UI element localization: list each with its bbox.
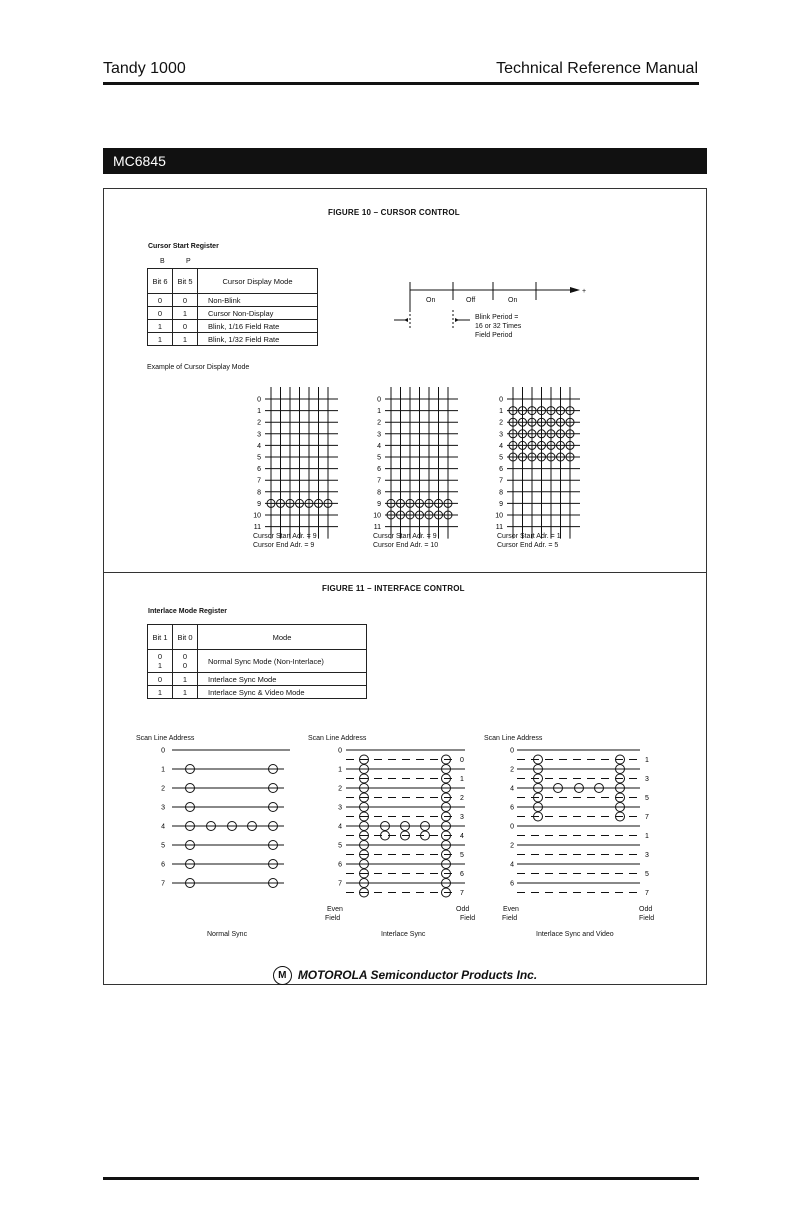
scan-address-label: 4 (510, 861, 514, 869)
scan-address-label: 3 (645, 776, 649, 783)
scan-address-label: 3 (460, 814, 464, 821)
cell: 0 (148, 307, 173, 320)
grid-row-label: 7 (377, 477, 381, 485)
grid-row-label: 4 (499, 442, 503, 450)
caption-interlace-sync: Interlace Sync (381, 931, 426, 938)
grid-row-label: 11 (495, 524, 503, 532)
caption-interlace-video: Interlace Sync and Video (536, 931, 614, 938)
cell: 1 (148, 320, 173, 333)
scan-address-label: 2 (338, 785, 342, 793)
scan-address-label: 0 (338, 747, 342, 755)
grid-row-label: 4 (377, 442, 381, 450)
timing-on-2: On (508, 297, 518, 304)
grid1-end: Cursor End Adr. = 9 (253, 542, 315, 549)
scan-address-label: 6 (510, 880, 514, 888)
cell: 0 (173, 294, 198, 307)
scan-address-label: 7 (161, 880, 165, 888)
cell: Blink, 1/32 Field Rate (198, 333, 318, 346)
footer-rule (103, 1177, 699, 1180)
blink-period-3: Field Period (475, 332, 513, 339)
scan-address-label: 7 (460, 890, 464, 897)
caption-normal-sync: Normal Sync (207, 931, 248, 938)
grid3-start: Cursor Start Adr. = 1 (497, 533, 561, 540)
th-mode: Mode (198, 625, 367, 650)
scan-address-label: 0 (510, 747, 514, 755)
cell: 1 (148, 333, 173, 346)
cell: Interlace Sync & Video Mode (198, 686, 367, 699)
cell: Interlace Sync Mode (198, 673, 367, 686)
scan-label-1: Scan Line Address (136, 735, 195, 742)
grid-row-label: 6 (499, 466, 503, 474)
grid-row-label: 7 (257, 477, 261, 485)
grid-row-label: 6 (377, 466, 381, 474)
scan-address-label: 0 (161, 747, 165, 755)
grid-row-label: 0 (499, 396, 503, 404)
grid-row-label: 2 (257, 419, 261, 427)
grid-row-label: 3 (257, 431, 261, 439)
cell: 1 (148, 686, 173, 699)
header-left: Tandy 1000 (103, 60, 186, 77)
grid-row-label: 5 (377, 454, 381, 462)
scan-address-label: 1 (645, 833, 649, 840)
grid-row-label: 6 (257, 466, 261, 474)
scan-address-label: 4 (510, 785, 514, 793)
fig11-title: FIGURE 11 – INTERFACE CONTROL (322, 584, 465, 593)
scan-address-label: 2 (161, 785, 165, 793)
timing-plus: + (582, 288, 587, 295)
scan-address-label: 7 (645, 890, 649, 897)
scan-address-label: 4 (161, 823, 165, 831)
scan-address-label: 3 (645, 852, 649, 859)
grid-row-label: 7 (499, 477, 503, 485)
cell: 0 (173, 320, 198, 333)
grid-row-label: 9 (377, 500, 381, 508)
grid-row-label: 0 (257, 396, 261, 404)
grid2-end: Cursor End Adr. = 10 (373, 542, 439, 549)
grid-row-label: 3 (377, 431, 381, 439)
even-field-2a: Even (503, 906, 519, 913)
scan-address-label: 5 (645, 795, 649, 802)
odd-field-1a: Odd (456, 906, 470, 913)
cell: Cursor Non-Display (198, 307, 318, 320)
grid-row-label: 1 (257, 408, 261, 416)
grid-row-label: 5 (499, 454, 503, 462)
bp-label-p: P (186, 258, 191, 265)
example-caption: Example of Cursor Display Mode (147, 364, 250, 371)
scan-address-label: 6 (161, 861, 165, 869)
odd-field-1b: Field (460, 915, 476, 922)
cell: 1 (173, 673, 198, 686)
blink-period-2: 16 or 32 Times (475, 323, 522, 330)
scan-address-label: 1 (161, 766, 165, 774)
grid2-start: Cursor Start Adr. = 9 (373, 533, 437, 540)
scan-address-label: 5 (645, 871, 649, 878)
th-bit5: Bit 5 (173, 269, 198, 294)
odd-field-2a: Odd (639, 906, 653, 913)
scan-address-label: 7 (645, 814, 649, 821)
grid-row-label: 3 (499, 431, 503, 439)
cell: Blink, 1/16 Field Rate (198, 320, 318, 333)
odd-field-2b: Field (639, 915, 655, 922)
grid-row-label: 11 (373, 524, 381, 532)
scan-address-label: 0 (460, 757, 464, 764)
motorola-footer (103, 966, 707, 985)
th-bit6: Bit 6 (148, 269, 173, 294)
scan-address-label: 1 (338, 766, 342, 774)
cell: Non-Blink (198, 294, 318, 307)
cell: 1 (173, 686, 198, 699)
scan-address-label: 2 (460, 795, 464, 802)
header-right: Technical Reference Manual (496, 60, 698, 77)
scan-label-2: Scan Line Address (308, 735, 367, 742)
scan-address-label: 6 (460, 871, 464, 878)
grid-row-label: 2 (377, 419, 381, 427)
grid-row-label: 10 (495, 512, 503, 520)
grid-row-label: 1 (377, 408, 381, 416)
scan-address-label: 6 (338, 861, 342, 869)
scan-address-label: 1 (460, 776, 464, 783)
scan-address-label: 7 (338, 880, 342, 888)
scan-address-label: 0 (510, 823, 514, 831)
grid-row-label: 0 (377, 396, 381, 404)
section-banner: MC6845 (103, 148, 707, 174)
grid-row-label: 10 (373, 512, 381, 520)
even-field-1b: Field (325, 915, 341, 922)
grid-row-label: 5 (257, 454, 261, 462)
grid-row-label: 8 (499, 489, 503, 497)
even-field-1a: Even (327, 906, 343, 913)
cell: Normal Sync Mode (Non-Interlace) (198, 650, 367, 673)
grid-row-label: 4 (257, 442, 261, 450)
cell: 0 0 (173, 650, 198, 673)
scan-address-label: 5 (338, 842, 342, 850)
th-mode: Cursor Display Mode (198, 269, 318, 294)
scan-address-label: 4 (460, 833, 464, 840)
fig10-register-title: Cursor Start Register (148, 243, 219, 250)
scan-address-label: 2 (510, 766, 514, 774)
grid-row-label: 2 (499, 419, 503, 427)
cell: 1 (173, 307, 198, 320)
grid-row-label: 1 (499, 408, 503, 416)
grid3-end: Cursor End Adr. = 5 (497, 542, 559, 549)
cell: 0 1 (148, 650, 173, 673)
timing-on-1: On (426, 297, 436, 304)
timing-off: Off (466, 297, 476, 304)
grid-row-label: 9 (499, 500, 503, 508)
fig11-register-title: Interlace Mode Register (148, 608, 227, 615)
cell: 1 (173, 333, 198, 346)
bp-label-b: B (160, 258, 165, 265)
scan-label-3: Scan Line Address (484, 735, 543, 742)
motorola-logo-icon: M (273, 966, 292, 985)
th-bit1: Bit 1 (148, 625, 173, 650)
th-bit0: Bit 0 (173, 625, 198, 650)
scan-address-label: 3 (338, 804, 342, 812)
scan-address-label: 6 (510, 804, 514, 812)
grid-row-label: 8 (257, 489, 261, 497)
grid-row-label: 11 (253, 524, 261, 532)
scan-address-label: 2 (510, 842, 514, 850)
fig10-title: FIGURE 10 – CURSOR CONTROL (328, 208, 460, 217)
blink-period-1: Blink Period = (475, 314, 519, 321)
grid1-start: Cursor Start Adr. = 9 (253, 533, 317, 540)
cell: 0 (148, 673, 173, 686)
scan-address-label: 3 (161, 804, 165, 812)
cell: 0 (148, 294, 173, 307)
grid-row-label: 8 (377, 489, 381, 497)
grid-row-label: 10 (253, 512, 261, 520)
scan-address-label: 1 (645, 757, 649, 764)
scan-address-label: 5 (161, 842, 165, 850)
grid-row-label: 9 (257, 500, 261, 508)
scan-address-label: 5 (460, 852, 464, 859)
even-field-2b: Field (502, 915, 518, 922)
footer-brand-text: MOTOROLA Semiconductor Products Inc. (297, 967, 538, 982)
scan-address-label: 4 (338, 823, 342, 831)
